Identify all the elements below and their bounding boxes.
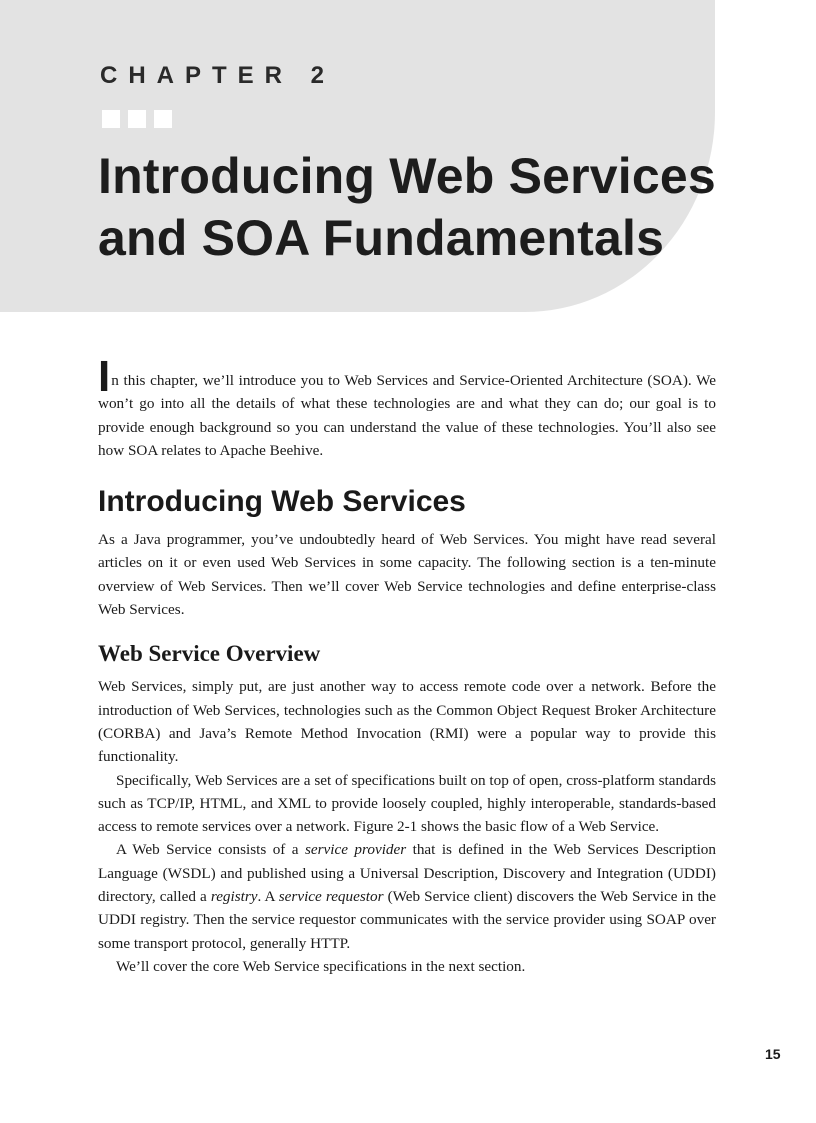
chapter-decoration-squares bbox=[102, 110, 172, 128]
term-service-provider: service provider bbox=[304, 841, 407, 859]
decoration-square bbox=[128, 110, 146, 128]
text-run: (Web Service client) discovers the Web Service in the UDDI registry. Then the service requestor communicates with the service provider using SOAP over some transport protocol, generally HTTP. bbox=[98, 888, 716, 952]
intro-paragraph bbox=[98, 352, 716, 462]
text-run: that is defined in the Web Services Description Language (WSDL) and published using a Universal Description, Discovery and Integration (UDDI) directory, called a bbox=[98, 841, 716, 906]
section-paragraph: As a Java programmer, you’ve undoubtedly heard of Web Services. You might have read several articles on it or even used Web Services in some capacity. The following section is a ten-minute overview of Web Services. Then we’ll cover Web Service technologies and define enterprise-class Web Services. bbox=[98, 531, 716, 619]
decoration-square bbox=[154, 110, 172, 128]
subsection-heading-overview: Web Service Overview bbox=[98, 641, 321, 667]
text-run: A Web Service consists of a bbox=[116, 841, 305, 859]
overview-paragraph-2: Specifically, Web Services are a set of specifications built on top of open, cross-platform standards such as TCP/IP, HTML, and XML to provide loosely coupled, highly interoperable, standards-based access to remote services over a network. Figure 2-1 shows the basic flow of a Web Service. bbox=[98, 771, 716, 836]
text-run: . A bbox=[257, 888, 279, 906]
term-registry: registry bbox=[210, 888, 258, 906]
overview-paragraph-3 bbox=[98, 838, 716, 954]
intro-text: n this chapter, we’ll introduce you to Web Services and Service-Oriented Architecture (SOA). We won’t go into all the details of what these technologies are and what they can do; our goal is to provide enough background so you can understand the value of these technologies. You’ll also see how SOA relates to Apache Beehive. bbox=[98, 372, 716, 459]
decoration-square bbox=[102, 110, 120, 128]
drop-cap: I bbox=[98, 352, 111, 401]
overview-paragraph-1: Web Services, simply put, are just another way to access remote code over a network. Before the introduction of Web Services, technologies such as the Common Object Request Broker Architecture (CORBA) and Java’s Remote Method Invocation (RMI) were a popular way to provide this functionality. bbox=[98, 678, 716, 766]
chapter-title: Introducing Web Services and SOA Fundamentals bbox=[98, 148, 716, 266]
section-heading-web-services: Introducing Web Services bbox=[98, 485, 466, 519]
overview-paragraph-4: We’ll cover the core Web Service specifications in the next section. bbox=[116, 957, 526, 975]
chapter-label: CHAPTER 2 bbox=[100, 62, 336, 89]
page-number: 15 bbox=[765, 1046, 781, 1062]
page-body bbox=[98, 352, 716, 978]
term-service-requestor: service requestor bbox=[278, 888, 384, 906]
